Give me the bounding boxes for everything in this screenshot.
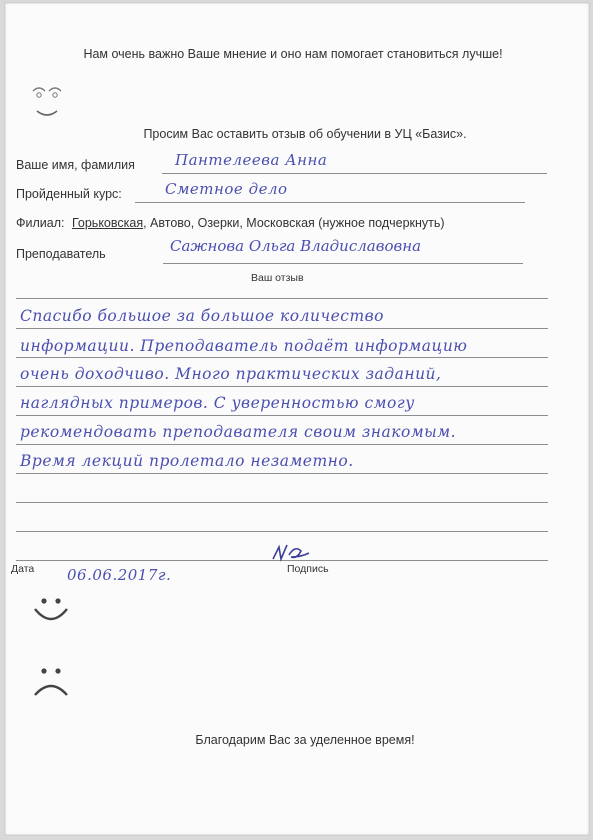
signature-label: Подпись [287,563,329,575]
feedback-rule [16,298,548,299]
date-value: 06.06.2017г. [67,566,172,584]
feedback-rule [16,328,548,329]
feedback-line: Время лекций пролетало незаметно. [20,452,354,470]
branch-selected: Горьковская [71,216,144,230]
smiley-sad-icon [29,663,73,701]
feedback-rule [16,531,548,532]
header-text: Нам очень важно Ваше мнение и оно нам помогает становиться лучше! [83,47,503,61]
feedback-line: очень доходчиво. Много практических заданий, [20,365,442,383]
feedback-line: рекомендовать преподавателя своим знакомым. [20,423,457,441]
date-label: Дата [11,563,35,575]
course-label: Пройденный курс: [16,187,122,201]
name-label: Ваше имя, фамилия [16,158,135,172]
feedback-label: Ваш отзыв [251,272,304,284]
teacher-label: Преподаватель [16,247,106,261]
feedback-rule [16,502,548,503]
name-value: Пантелеева Анна [175,151,328,169]
sketch-face-icon [25,81,65,123]
branch-line [16,216,445,230]
branch-options: , Автово, Озерки, Московская (нужное подчеркнуть) [143,216,445,230]
branch-label: Филиал: [16,216,65,230]
course-line [135,202,525,203]
teacher-line [163,263,523,264]
feedback-rule [16,444,548,445]
feedback-line: наглядных примеров. С уверенностью смогу [20,394,415,412]
feedback-rule [16,473,548,474]
feedback-form-page [4,2,590,836]
name-line [162,173,547,174]
feedback-line: Спасибо большое за большое количество [20,307,385,325]
feedback-line: информации. Преподаватель подаёт информацию [20,337,468,355]
course-value: Сметное дело [165,180,288,198]
smiley-happy-icon [29,591,73,629]
request-text: Просим Вас оставить отзыв об обучении в УЦ «Базис». [143,127,467,141]
teacher-value: Сажнова Ольга Владиславовна [170,237,422,255]
feedback-rule [16,386,548,387]
thanks-text: Благодарим Вас за уделенное время! [195,733,415,747]
signature-mark [269,541,321,565]
feedback-rule [16,357,548,358]
feedback-rule [16,415,548,416]
